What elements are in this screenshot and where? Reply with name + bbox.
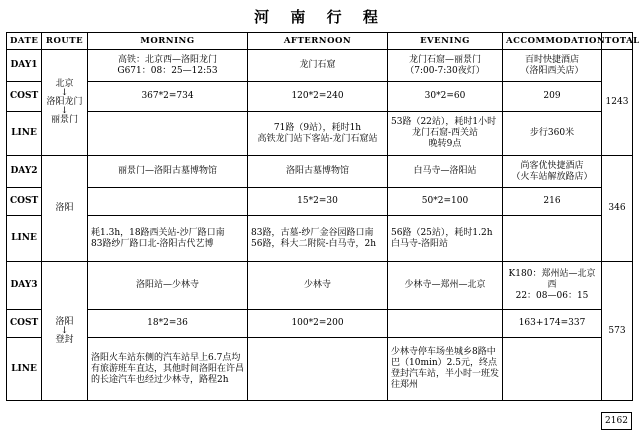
header-date: DATE xyxy=(7,33,42,50)
day1-total: 1243 xyxy=(602,50,633,156)
day1-evening xyxy=(388,50,503,82)
cost-label: COST xyxy=(7,310,42,338)
day3-cost-row xyxy=(7,310,633,338)
day1-line-morning xyxy=(88,112,248,156)
header-row xyxy=(7,33,633,50)
day3-label: DAY3 xyxy=(7,262,42,310)
cost-label: COST xyxy=(7,188,42,216)
day1-line-evening xyxy=(388,112,503,156)
day3-plan-row xyxy=(7,262,633,310)
grand-total: 2162 xyxy=(601,412,632,430)
day3-cost-evening xyxy=(388,310,503,338)
header-afternoon: AFTERNOON xyxy=(248,33,388,50)
day1-evening-line2: （7:00-7:30夜灯） xyxy=(405,65,485,76)
day1-morning xyxy=(88,50,248,82)
day2-plan-row xyxy=(7,156,633,188)
day2-cost-evening: 50*2=100 xyxy=(388,188,503,216)
day1-line-evening-3: 晚转9点 xyxy=(428,139,462,149)
header-total: TOTAL xyxy=(602,33,633,50)
day2-label: DAY2 xyxy=(7,156,42,188)
day3-accommodation-line2: 22：08—06：15 xyxy=(515,291,589,301)
header-route: ROUTE xyxy=(42,33,88,50)
day2-line-afternoon xyxy=(248,216,388,262)
route-arrow: ↓ xyxy=(60,88,69,98)
day1-line-row xyxy=(7,112,633,156)
day3-morning: 洛阳站—少林寺 xyxy=(88,262,248,310)
day3-accommodation xyxy=(503,262,602,310)
day1-label: DAY1 xyxy=(7,50,42,82)
day2-line-morning-1: 耗1.3h，18路西关站-沙厂路口南 xyxy=(91,227,225,238)
day1-line-evening-1: 53路（22站），耗时1小时 xyxy=(391,117,497,127)
day3-cost-accommodation: 163+174=337 xyxy=(503,310,602,338)
day2-line-morning xyxy=(88,216,248,262)
day1-cost-evening: 30*2=60 xyxy=(388,82,503,112)
cost-label: COST xyxy=(7,82,42,112)
day3-line-morning: 洛阳火车站东侧的汽车站早上6.7点均有旅游班车直达，其他时间洛阳在许昌的长途汽车也经过少林寺，路程2h xyxy=(88,338,248,401)
day2-line-evening xyxy=(388,216,503,262)
day2-accommodation-line2: （火车站解放路店） xyxy=(511,171,593,182)
day1-cost-row xyxy=(7,82,633,112)
day2-line-row xyxy=(7,216,633,262)
day1-afternoon: 龙门石窟 xyxy=(248,50,388,82)
day1-cost-accommodation: 209 xyxy=(503,82,602,112)
route-to: 登封 xyxy=(55,334,74,345)
header-evening: EVENING xyxy=(388,33,503,50)
day1-cost-afternoon: 120*2=240 xyxy=(248,82,388,112)
day2-cost-accommodation: 216 xyxy=(503,188,602,216)
day2-line-evening-1: 56路（25站），耗时1.2h xyxy=(391,227,493,238)
header-accommodation: ACCOMMODATION xyxy=(503,33,602,50)
day2-line-accommodation xyxy=(503,216,602,262)
line-label: LINE xyxy=(7,216,42,262)
day2-accommodation xyxy=(503,156,602,188)
day3-cost-morning: 18*2=36 xyxy=(88,310,248,338)
route-arrow: ↓ xyxy=(60,325,69,336)
day1-line-afternoon xyxy=(248,112,388,156)
route-from: 洛阳 xyxy=(55,316,74,327)
day2-morning: 丽景门—洛阳古墓博物馆 xyxy=(88,156,248,188)
page-title: 河 南 行 程 xyxy=(254,8,386,26)
day3-line-evening: 少林寺停车场坐城乡8路中巴（10min）2.5元，终点登封汽车站，半小时一班发往郑州 xyxy=(388,338,503,401)
line-label: LINE xyxy=(7,338,42,401)
route-from: 洛阳 xyxy=(55,203,74,213)
day1-line-afternoon-2: 高铁龙门站下客站-龙门石窟站 xyxy=(257,133,378,144)
day2-line-evening-2: 白马寺-洛阳站 xyxy=(391,238,449,249)
day1-morning-line2: G671：08：25—12:53 xyxy=(117,65,218,76)
route-to: 丽景门 xyxy=(50,115,78,125)
day2-cost-afternoon: 15*2=30 xyxy=(248,188,388,216)
day2-afternoon: 洛阳古墓博物馆 xyxy=(248,156,388,188)
day1-accommodation-line2: （洛阳西关店） xyxy=(520,65,584,76)
day3-line-row xyxy=(7,338,633,401)
day1-accommodation-line1: 百时快捷酒店 xyxy=(524,54,579,65)
day2-cost-morning xyxy=(88,188,248,216)
line-label: LINE xyxy=(7,112,42,156)
day3-evening: 少林寺—郑州—北京 xyxy=(388,262,503,310)
day3-total: 573 xyxy=(602,262,633,401)
day1-route xyxy=(42,50,88,156)
day1-evening-line1: 龙门石窟—丽景门 xyxy=(408,54,481,65)
day3-route xyxy=(42,262,88,401)
route-via: 洛阳龙门 xyxy=(46,97,83,107)
day1-plan-row xyxy=(7,50,633,82)
day3-accommodation-line1: K180：郑州站—北京西 xyxy=(508,269,596,290)
day2-cost-row xyxy=(7,188,633,216)
day1-cost-morning: 367*2=734 xyxy=(88,82,248,112)
route-from: 北京 xyxy=(55,79,74,89)
day2-line-afternoon-2: 56路，科大二附院-白马寺，2h xyxy=(251,238,377,249)
day2-accommodation-line1: 尚客优快捷酒店 xyxy=(520,160,584,171)
day1-line-afternoon-1: 71路（9站），耗时1h xyxy=(273,122,362,133)
day1-morning-line1: 高铁：北京西—洛阳龙门 xyxy=(117,54,217,65)
header-morning: MORNING xyxy=(88,33,248,50)
day1-line-accommodation: 步行360米 xyxy=(503,112,602,156)
day1-line-evening-2: 龙门石窟-西关站 xyxy=(411,128,479,138)
itinerary-table xyxy=(6,32,640,401)
day2-route xyxy=(42,156,88,262)
day2-evening: 白马寺—洛阳站 xyxy=(388,156,503,188)
day2-line-afternoon-1: 83路，古墓-纱厂金谷园路口南 xyxy=(251,227,374,238)
day3-line-accommodation xyxy=(503,338,602,401)
day3-afternoon: 少林寺 xyxy=(248,262,388,310)
day2-total: 346 xyxy=(602,156,633,262)
day3-line-afternoon xyxy=(248,338,388,401)
day1-accommodation xyxy=(503,50,602,82)
day2-line-morning-2: 83路纱厂路口北-洛阳古代艺博 xyxy=(91,238,214,249)
route-arrow: ↓ xyxy=(60,106,69,116)
day3-cost-afternoon: 100*2=200 xyxy=(248,310,388,338)
